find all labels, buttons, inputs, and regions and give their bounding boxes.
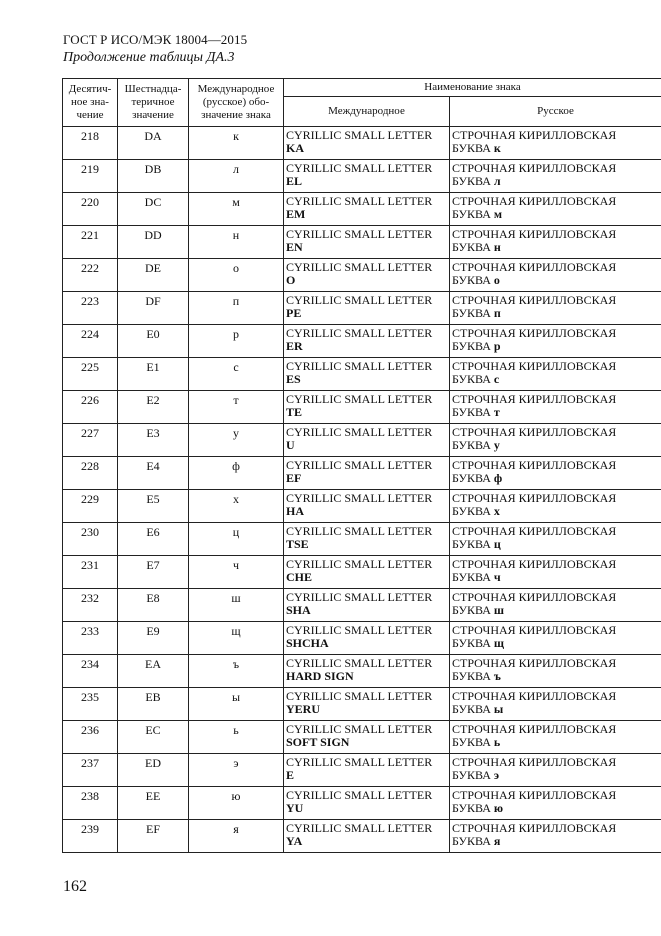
col-header-symbol: Международное (русское) обо-значение знака <box>189 79 284 127</box>
russian-name-text: СТРОЧНАЯ КИРИЛЛОВСКАЯ <box>452 689 617 703</box>
table-row <box>63 325 661 358</box>
international-name-bold: TE <box>286 405 303 419</box>
russian-name-word: БУКВА <box>452 570 491 584</box>
russian-name-letter: т <box>493 405 500 419</box>
table-row <box>63 127 661 160</box>
russian-name-letter: щ <box>493 636 505 650</box>
symbol-cell: н <box>189 226 284 259</box>
international-name-cell <box>284 292 450 325</box>
international-name-bold: YA <box>286 834 303 848</box>
international-name-text: CYRILLIC SMALL LETTER <box>286 260 433 274</box>
russian-name-cell <box>450 127 661 160</box>
international-name-text: CYRILLIC SMALL LETTER <box>286 161 433 175</box>
russian-name-cell <box>450 358 661 391</box>
international-name-bold: HARD SIGN <box>286 669 354 683</box>
russian-name-letter: о <box>493 273 500 287</box>
russian-name-text: СТРОЧНАЯ КИРИЛЛОВСКАЯ <box>452 557 617 571</box>
russian-name-word: БУКВА <box>452 834 491 848</box>
international-name-text: CYRILLIC SMALL LETTER <box>286 656 433 670</box>
russian-name-text: СТРОЧНАЯ КИРИЛЛОВСКАЯ <box>452 161 617 175</box>
decimal-cell: 219 <box>63 160 118 193</box>
decimal-cell: 235 <box>63 688 118 721</box>
table-row <box>63 787 661 820</box>
russian-name-letter: ы <box>493 702 504 716</box>
international-name-text: CYRILLIC SMALL LETTER <box>286 128 433 142</box>
hex-cell: DA <box>118 127 189 160</box>
decimal-cell: 234 <box>63 655 118 688</box>
russian-name-text: СТРОЧНАЯ КИРИЛЛОВСКАЯ <box>452 722 617 736</box>
international-name-bold: E <box>286 768 295 782</box>
russian-name-letter: ю <box>493 801 504 815</box>
international-name-bold: EF <box>286 471 302 485</box>
symbol-cell: с <box>189 358 284 391</box>
decimal-cell: 227 <box>63 424 118 457</box>
decimal-cell: 222 <box>63 259 118 292</box>
international-name-text: CYRILLIC SMALL LETTER <box>286 623 433 637</box>
international-name-bold: CHE <box>286 570 313 584</box>
russian-name-text: СТРОЧНАЯ КИРИЛЛОВСКАЯ <box>452 194 617 208</box>
russian-name-letter: м <box>493 207 503 221</box>
symbol-cell: ь <box>189 721 284 754</box>
russian-name-cell <box>450 754 661 787</box>
international-name-bold: SHCHA <box>286 636 329 650</box>
table-row <box>63 226 661 259</box>
russian-name-word: БУКВА <box>452 174 491 188</box>
hex-cell: EB <box>118 688 189 721</box>
symbol-cell: п <box>189 292 284 325</box>
international-name-bold: ES <box>286 372 301 386</box>
symbol-cell: я <box>189 820 284 853</box>
russian-name-text: СТРОЧНАЯ КИРИЛЛОВСКАЯ <box>452 590 617 604</box>
symbol-cell: щ <box>189 622 284 655</box>
table-row <box>63 754 661 787</box>
symbol-cell: ю <box>189 787 284 820</box>
symbol-cell: ц <box>189 523 284 556</box>
international-name-bold: U <box>286 438 295 452</box>
character-table <box>62 78 661 853</box>
russian-name-text: СТРОЧНАЯ КИРИЛЛОВСКАЯ <box>452 293 617 307</box>
decimal-cell: 220 <box>63 193 118 226</box>
russian-name-letter: с <box>493 372 500 386</box>
international-name-cell <box>284 325 450 358</box>
russian-name-word: БУКВА <box>452 372 491 386</box>
russian-name-cell <box>450 193 661 226</box>
russian-name-cell <box>450 556 661 589</box>
russian-name-letter: у <box>493 438 500 452</box>
russian-name-letter: р <box>493 339 501 353</box>
russian-name-text: СТРОЧНАЯ КИРИЛЛОВСКАЯ <box>452 260 617 274</box>
decimal-cell: 233 <box>63 622 118 655</box>
russian-name-cell <box>450 490 661 523</box>
international-name-text: CYRILLIC SMALL LETTER <box>286 821 433 835</box>
russian-name-word: БУКВА <box>452 240 491 254</box>
international-name-text: CYRILLIC SMALL LETTER <box>286 755 433 769</box>
international-name-text: CYRILLIC SMALL LETTER <box>286 524 433 538</box>
hex-cell: DB <box>118 160 189 193</box>
symbol-cell: т <box>189 391 284 424</box>
symbol-cell: у <box>189 424 284 457</box>
table-row <box>63 721 661 754</box>
russian-name-cell <box>450 391 661 424</box>
table-row <box>63 358 661 391</box>
russian-name-cell <box>450 655 661 688</box>
international-name-cell <box>284 523 450 556</box>
col-header-international: Международное <box>284 97 450 127</box>
decimal-cell: 237 <box>63 754 118 787</box>
international-name-text: CYRILLIC SMALL LETTER <box>286 326 433 340</box>
hex-cell: EC <box>118 721 189 754</box>
decimal-cell: 228 <box>63 457 118 490</box>
russian-name-word: БУКВА <box>452 339 491 353</box>
hex-cell: E3 <box>118 424 189 457</box>
russian-name-letter: ч <box>493 570 501 584</box>
page-number: 162 <box>63 878 87 895</box>
russian-name-word: БУКВА <box>452 141 491 155</box>
international-name-text: CYRILLIC SMALL LETTER <box>286 359 433 373</box>
col-header-hex: Шестнадца-теричное значение <box>118 79 189 127</box>
international-name-text: CYRILLIC SMALL LETTER <box>286 491 433 505</box>
decimal-cell: 221 <box>63 226 118 259</box>
russian-name-text: СТРОЧНАЯ КИРИЛЛОВСКАЯ <box>452 491 617 505</box>
russian-name-cell <box>450 787 661 820</box>
hex-cell: ED <box>118 754 189 787</box>
decimal-cell: 224 <box>63 325 118 358</box>
russian-name-letter: х <box>493 504 500 518</box>
russian-name-word: БУКВА <box>452 306 491 320</box>
russian-name-word: БУКВА <box>452 471 491 485</box>
international-name-bold: EN <box>286 240 303 254</box>
hex-cell: DD <box>118 226 189 259</box>
international-name-cell <box>284 391 450 424</box>
russian-name-letter: э <box>493 768 500 782</box>
hex-cell: EF <box>118 820 189 853</box>
international-name-text: CYRILLIC SMALL LETTER <box>286 293 433 307</box>
russian-name-word: БУКВА <box>452 669 491 683</box>
decimal-cell: 223 <box>63 292 118 325</box>
russian-name-text: СТРОЧНАЯ КИРИЛЛОВСКАЯ <box>452 755 617 769</box>
russian-name-letter: ф <box>493 471 503 485</box>
russian-name-letter: ц <box>493 537 501 551</box>
russian-name-word: БУКВА <box>452 273 491 287</box>
russian-name-text: СТРОЧНАЯ КИРИЛЛОВСКАЯ <box>452 788 617 802</box>
symbol-cell: ы <box>189 688 284 721</box>
russian-name-letter: л <box>493 174 501 188</box>
table-row <box>63 193 661 226</box>
table-row <box>63 820 661 853</box>
international-name-text: CYRILLIC SMALL LETTER <box>286 194 433 208</box>
international-name-bold: TSE <box>286 537 309 551</box>
russian-name-cell <box>450 259 661 292</box>
russian-name-letter: ш <box>493 603 505 617</box>
international-name-bold: SOFT SIGN <box>286 735 350 749</box>
international-name-text: CYRILLIC SMALL LETTER <box>286 689 433 703</box>
hex-cell: DC <box>118 193 189 226</box>
hex-cell: E6 <box>118 523 189 556</box>
international-name-cell <box>284 457 450 490</box>
symbol-cell: э <box>189 754 284 787</box>
international-name-cell <box>284 589 450 622</box>
russian-name-cell <box>450 721 661 754</box>
russian-name-letter: н <box>493 240 501 254</box>
international-name-cell <box>284 193 450 226</box>
russian-name-cell <box>450 688 661 721</box>
international-name-cell <box>284 127 450 160</box>
col-header-russian: Русское <box>450 97 661 127</box>
russian-name-letter: п <box>493 306 501 320</box>
international-name-bold: O <box>286 273 296 287</box>
hex-cell: E9 <box>118 622 189 655</box>
russian-name-letter: ъ <box>493 669 501 683</box>
international-name-bold: KA <box>286 141 304 155</box>
table-continuation-caption: Продолжение таблицы ДА.3 <box>63 50 235 65</box>
russian-name-cell <box>450 424 661 457</box>
international-name-text: CYRILLIC SMALL LETTER <box>286 590 433 604</box>
russian-name-cell <box>450 226 661 259</box>
russian-name-text: СТРОЧНАЯ КИРИЛЛОВСКАЯ <box>452 425 617 439</box>
table-row <box>63 622 661 655</box>
hex-cell: E4 <box>118 457 189 490</box>
international-name-text: CYRILLIC SMALL LETTER <box>286 392 433 406</box>
symbol-cell: м <box>189 193 284 226</box>
international-name-cell <box>284 226 450 259</box>
international-name-bold: EL <box>286 174 303 188</box>
international-name-cell <box>284 721 450 754</box>
international-name-bold: YU <box>286 801 304 815</box>
table-row <box>63 556 661 589</box>
table-row <box>63 655 661 688</box>
international-name-cell <box>284 787 450 820</box>
table-row <box>63 424 661 457</box>
international-name-cell <box>284 160 450 193</box>
table-row <box>63 259 661 292</box>
russian-name-word: БУКВА <box>452 702 491 716</box>
table-row <box>63 292 661 325</box>
russian-name-word: БУКВА <box>452 768 491 782</box>
table-row <box>63 523 661 556</box>
russian-name-letter: ь <box>493 735 501 749</box>
table-body <box>63 127 661 853</box>
symbol-cell: ш <box>189 589 284 622</box>
international-name-cell <box>284 424 450 457</box>
russian-name-word: БУКВА <box>452 735 491 749</box>
decimal-cell: 232 <box>63 589 118 622</box>
symbol-cell: х <box>189 490 284 523</box>
hex-cell: EA <box>118 655 189 688</box>
russian-name-cell <box>450 160 661 193</box>
international-name-bold: EM <box>286 207 306 221</box>
international-name-text: CYRILLIC SMALL LETTER <box>286 458 433 472</box>
decimal-cell: 238 <box>63 787 118 820</box>
hex-cell: E0 <box>118 325 189 358</box>
international-name-cell <box>284 622 450 655</box>
russian-name-text: СТРОЧНАЯ КИРИЛЛОВСКАЯ <box>452 326 617 340</box>
international-name-cell <box>284 754 450 787</box>
decimal-cell: 229 <box>63 490 118 523</box>
col-header-decimal: Десятич-ное зна-чение <box>63 79 118 127</box>
russian-name-word: БУКВА <box>452 537 491 551</box>
international-name-cell <box>284 490 450 523</box>
decimal-cell: 226 <box>63 391 118 424</box>
symbol-cell: ъ <box>189 655 284 688</box>
decimal-cell: 225 <box>63 358 118 391</box>
international-name-cell <box>284 688 450 721</box>
table-row <box>63 160 661 193</box>
russian-name-cell <box>450 589 661 622</box>
russian-name-word: БУКВА <box>452 438 491 452</box>
international-name-bold: HA <box>286 504 304 518</box>
table-row <box>63 391 661 424</box>
russian-name-text: СТРОЧНАЯ КИРИЛЛОВСКАЯ <box>452 392 617 406</box>
international-name-bold: YERU <box>286 702 321 716</box>
russian-name-letter: к <box>493 141 501 155</box>
symbol-cell: к <box>189 127 284 160</box>
table-row <box>63 490 661 523</box>
hex-cell: E5 <box>118 490 189 523</box>
russian-name-cell <box>450 457 661 490</box>
hex-cell: DF <box>118 292 189 325</box>
russian-name-cell <box>450 622 661 655</box>
international-name-cell <box>284 655 450 688</box>
col-header-name-group: Наименование знака <box>284 79 661 97</box>
russian-name-word: БУКВА <box>452 405 491 419</box>
hex-cell: DE <box>118 259 189 292</box>
russian-name-cell <box>450 292 661 325</box>
russian-name-text: СТРОЧНАЯ КИРИЛЛОВСКАЯ <box>452 128 617 142</box>
international-name-text: CYRILLIC SMALL LETTER <box>286 788 433 802</box>
symbol-cell: ф <box>189 457 284 490</box>
decimal-cell: 231 <box>63 556 118 589</box>
russian-name-word: БУКВА <box>452 207 491 221</box>
decimal-cell: 230 <box>63 523 118 556</box>
table-row <box>63 589 661 622</box>
international-name-cell <box>284 259 450 292</box>
international-name-cell <box>284 556 450 589</box>
russian-name-word: БУКВА <box>452 801 491 815</box>
russian-name-text: СТРОЧНАЯ КИРИЛЛОВСКАЯ <box>452 524 617 538</box>
international-name-text: CYRILLIC SMALL LETTER <box>286 227 433 241</box>
international-name-bold: SHA <box>286 603 311 617</box>
russian-name-letter: я <box>493 834 501 848</box>
decimal-cell: 239 <box>63 820 118 853</box>
russian-name-text: СТРОЧНАЯ КИРИЛЛОВСКАЯ <box>452 623 617 637</box>
hex-cell: E1 <box>118 358 189 391</box>
decimal-cell: 218 <box>63 127 118 160</box>
russian-name-cell <box>450 325 661 358</box>
russian-name-text: СТРОЧНАЯ КИРИЛЛОВСКАЯ <box>452 656 617 670</box>
hex-cell: E2 <box>118 391 189 424</box>
international-name-bold: ER <box>286 339 303 353</box>
international-name-text: CYRILLIC SMALL LETTER <box>286 722 433 736</box>
international-name-text: CYRILLIC SMALL LETTER <box>286 557 433 571</box>
international-name-text: CYRILLIC SMALL LETTER <box>286 425 433 439</box>
russian-name-text: СТРОЧНАЯ КИРИЛЛОВСКАЯ <box>452 821 617 835</box>
decimal-cell: 236 <box>63 721 118 754</box>
hex-cell: E7 <box>118 556 189 589</box>
symbol-cell: о <box>189 259 284 292</box>
standard-designation: ГОСТ Р ИСО/МЭК 18004—2015 <box>63 32 248 47</box>
hex-cell: EE <box>118 787 189 820</box>
table-row <box>63 688 661 721</box>
russian-name-text: СТРОЧНАЯ КИРИЛЛОВСКАЯ <box>452 458 617 472</box>
international-name-bold: PE <box>286 306 302 320</box>
russian-name-text: СТРОЧНАЯ КИРИЛЛОВСКАЯ <box>452 359 617 373</box>
russian-name-cell <box>450 820 661 853</box>
international-name-cell <box>284 820 450 853</box>
russian-name-text: СТРОЧНАЯ КИРИЛЛОВСКАЯ <box>452 227 617 241</box>
symbol-cell: ч <box>189 556 284 589</box>
russian-name-cell <box>450 523 661 556</box>
symbol-cell: л <box>189 160 284 193</box>
russian-name-word: БУКВА <box>452 504 491 518</box>
table-row <box>63 457 661 490</box>
international-name-cell <box>284 358 450 391</box>
russian-name-word: БУКВА <box>452 636 491 650</box>
russian-name-word: БУКВА <box>452 603 491 617</box>
hex-cell: E8 <box>118 589 189 622</box>
symbol-cell: р <box>189 325 284 358</box>
